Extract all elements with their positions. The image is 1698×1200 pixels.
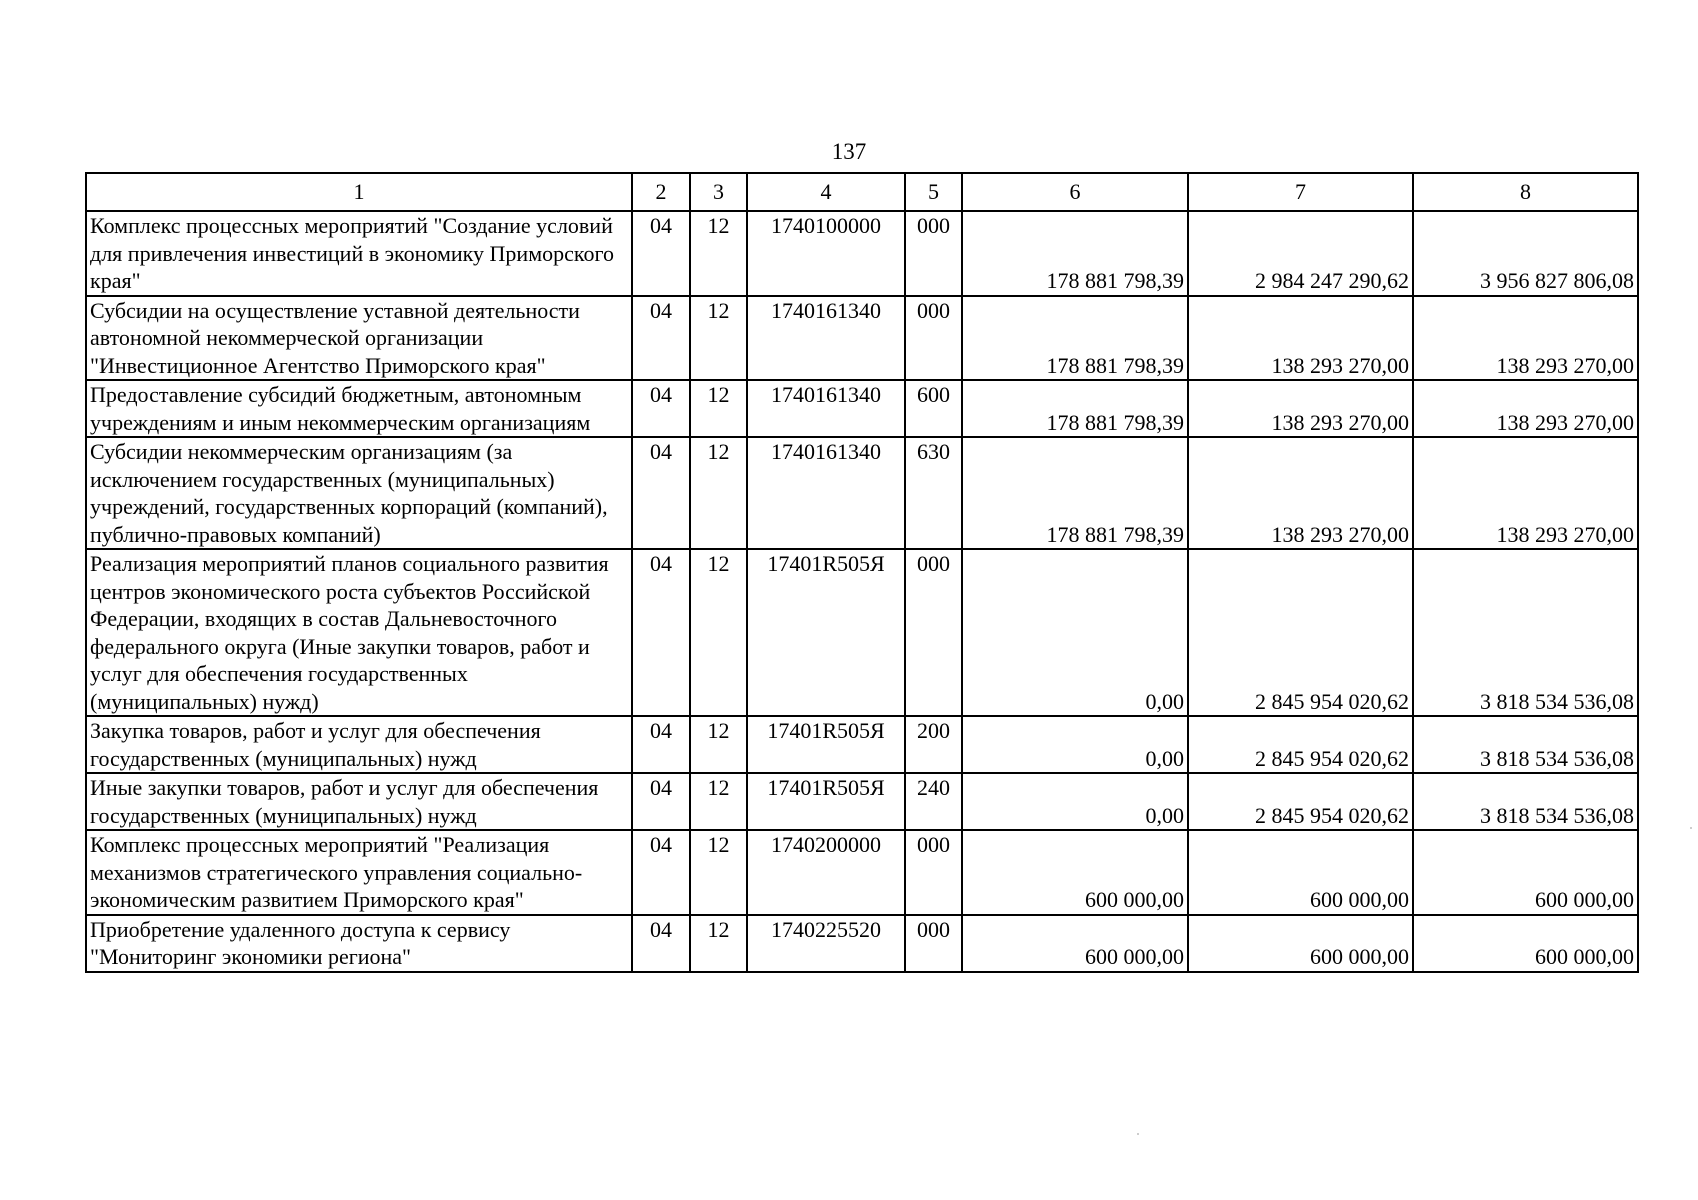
subsection-code: 12 <box>690 296 747 381</box>
row-name: Приобретение удаленного доступа к сервису "Мониторинг экономики региона" <box>86 915 632 972</box>
table-row <box>86 211 1638 296</box>
row-name: Предоставление субсидий бюджетным, автономным учреждениям и иным некоммерческим организациям <box>86 380 632 437</box>
page-number: 137 <box>831 139 867 164</box>
section-code: 04 <box>632 773 690 830</box>
expense-type-code: 240 <box>905 773 962 830</box>
section-code: 04 <box>632 915 690 972</box>
target-article-code: 1740161340 <box>747 380 905 437</box>
table-row <box>86 437 1638 549</box>
column-header-4: 4 <box>747 173 905 211</box>
row-name: Закупка товаров, работ и услуг для обеспечения государственных (муниципальных) нужд <box>86 716 632 773</box>
subsection-code: 12 <box>690 716 747 773</box>
row-name: Субсидии некоммерческим организациям (за исключением государственных (муниципальных) учреждений, государственных корпораций (компаний), публично-правовых компаний) <box>86 437 632 549</box>
column-header-8: 8 <box>1413 173 1638 211</box>
amount-col-7: 2 845 954 020,62 <box>1188 773 1413 830</box>
subsection-code: 12 <box>690 437 747 549</box>
target-article-code: 1740225520 <box>747 915 905 972</box>
section-code: 04 <box>632 716 690 773</box>
section-code: 04 <box>632 380 690 437</box>
expense-type-code: 630 <box>905 437 962 549</box>
target-article-code: 1740100000 <box>747 211 905 296</box>
column-header-7: 7 <box>1188 173 1413 211</box>
amount-col-7: 2 845 954 020,62 <box>1188 549 1413 716</box>
amount-col-6: 0,00 <box>962 716 1188 773</box>
section-code: 04 <box>632 549 690 716</box>
amount-col-8: 3 818 534 536,08 <box>1413 716 1638 773</box>
amount-col-6: 178 881 798,39 <box>962 380 1188 437</box>
amount-col-6: 178 881 798,39 <box>962 296 1188 381</box>
expense-type-code: 600 <box>905 380 962 437</box>
expense-type-code: 000 <box>905 296 962 381</box>
scan-speck <box>1137 1133 1139 1135</box>
amount-col-8: 600 000,00 <box>1413 830 1638 915</box>
row-name: Субсидии на осуществление уставной деятельности автономной некоммерческой организации "Инвестиционное Агентство Приморского края" <box>86 296 632 381</box>
amount-col-6: 0,00 <box>962 773 1188 830</box>
expense-type-code: 200 <box>905 716 962 773</box>
subsection-code: 12 <box>690 915 747 972</box>
target-article-code: 1740161340 <box>747 296 905 381</box>
row-name: Иные закупки товаров, работ и услуг для обеспечения государственных (муниципальных) нужд <box>86 773 632 830</box>
amount-col-6: 0,00 <box>962 549 1188 716</box>
amount-col-7: 600 000,00 <box>1188 915 1413 972</box>
amount-col-7: 600 000,00 <box>1188 830 1413 915</box>
amount-col-6: 178 881 798,39 <box>962 437 1188 549</box>
amount-col-8: 138 293 270,00 <box>1413 380 1638 437</box>
expense-type-code: 000 <box>905 211 962 296</box>
expense-type-code: 000 <box>905 830 962 915</box>
target-article-code: 17401R505Я <box>747 549 905 716</box>
amount-col-6: 178 881 798,39 <box>962 211 1188 296</box>
amount-col-6: 600 000,00 <box>962 830 1188 915</box>
table-row <box>86 773 1638 830</box>
amount-col-8: 600 000,00 <box>1413 915 1638 972</box>
target-article-code: 1740161340 <box>747 437 905 549</box>
section-code: 04 <box>632 211 690 296</box>
section-code: 04 <box>632 437 690 549</box>
section-code: 04 <box>632 296 690 381</box>
section-code: 04 <box>632 830 690 915</box>
amount-col-8: 3 818 534 536,08 <box>1413 549 1638 716</box>
table-row <box>86 716 1638 773</box>
row-name: Комплекс процессных мероприятий "Создание условий для привлечения инвестиций в экономику Приморского края" <box>86 211 632 296</box>
table-row <box>86 380 1638 437</box>
column-header-2: 2 <box>632 173 690 211</box>
subsection-code: 12 <box>690 211 747 296</box>
column-header-6: 6 <box>962 173 1188 211</box>
amount-col-8: 3 956 827 806,08 <box>1413 211 1638 296</box>
table-row <box>86 830 1638 915</box>
header-row <box>86 173 1638 211</box>
column-header-1: 1 <box>86 173 632 211</box>
budget-table <box>85 172 1639 973</box>
amount-col-7: 2 984 247 290,62 <box>1188 211 1413 296</box>
column-header-3: 3 <box>690 173 747 211</box>
amount-col-8: 3 818 534 536,08 <box>1413 773 1638 830</box>
table-row <box>86 915 1638 972</box>
amount-col-8: 138 293 270,00 <box>1413 437 1638 549</box>
table-row <box>86 296 1638 381</box>
amount-col-7: 2 845 954 020,62 <box>1188 716 1413 773</box>
subsection-code: 12 <box>690 830 747 915</box>
subsection-code: 12 <box>690 549 747 716</box>
expense-type-code: 000 <box>905 915 962 972</box>
column-header-5: 5 <box>905 173 962 211</box>
expense-type-code: 000 <box>905 549 962 716</box>
amount-col-7: 138 293 270,00 <box>1188 296 1413 381</box>
amount-col-7: 138 293 270,00 <box>1188 437 1413 549</box>
row-name: Реализация мероприятий планов социального развития центров экономического роста субъектов Российской Федерации, входящих в состав Дальневосточного федерального округа (Иные закупки товаров, работ и услуг для обеспечения государственных (муниципальных) нужд) <box>86 549 632 716</box>
table-row <box>86 549 1638 716</box>
amount-col-7: 138 293 270,00 <box>1188 380 1413 437</box>
row-name: Комплекс процессных мероприятий "Реализация механизмов стратегического управления социально-экономическим развитием Приморского края" <box>86 830 632 915</box>
target-article-code: 17401R505Я <box>747 716 905 773</box>
subsection-code: 12 <box>690 773 747 830</box>
amount-col-8: 138 293 270,00 <box>1413 296 1638 381</box>
scan-speck <box>1690 827 1692 829</box>
subsection-code: 12 <box>690 380 747 437</box>
target-article-code: 17401R505Я <box>747 773 905 830</box>
target-article-code: 1740200000 <box>747 830 905 915</box>
amount-col-6: 600 000,00 <box>962 915 1188 972</box>
